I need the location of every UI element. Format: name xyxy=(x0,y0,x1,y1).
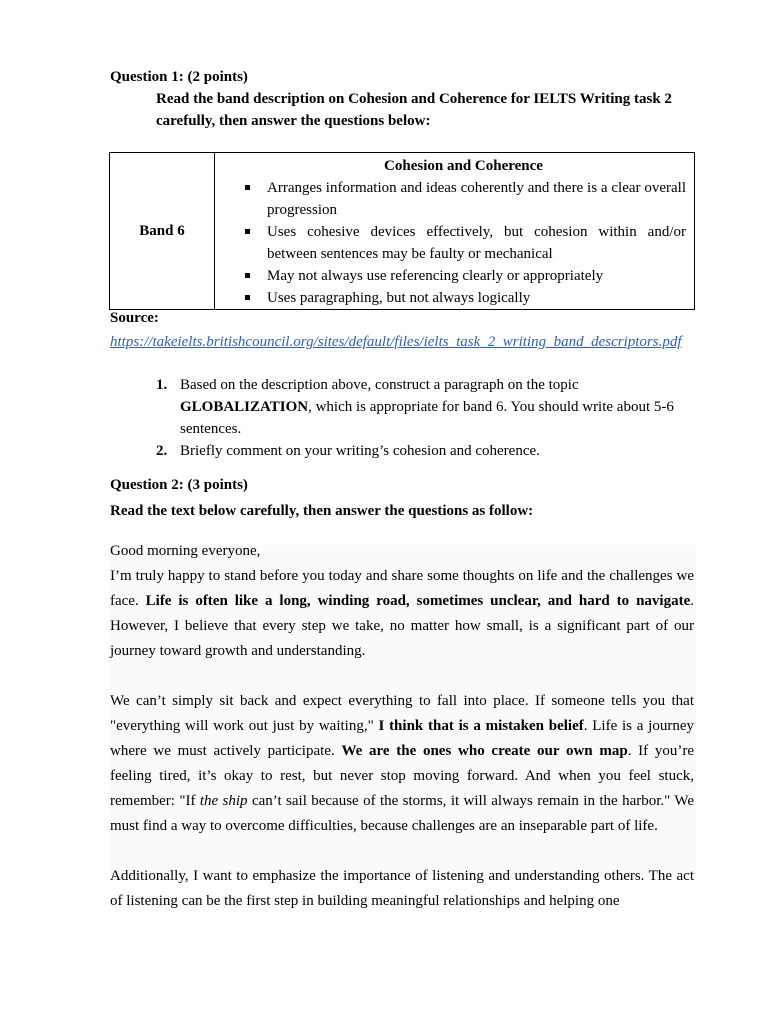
task-text: Briefly comment on your writing’s cohesion and coherence. xyxy=(180,443,540,459)
band-label: Band 6 xyxy=(139,222,185,239)
descriptor-text: Uses paragraphing, but not always logically xyxy=(267,290,531,306)
speech-paragraph-1 xyxy=(110,564,694,664)
square-bullet-icon xyxy=(245,295,250,300)
descriptor-item xyxy=(241,287,686,309)
speech-p2-text-end: can’t sail because of the storms, it will always remain in the harbor." We must find a way to overcome difficulties, because challenges are an inseparable part of life. xyxy=(110,793,694,834)
band-descriptor-table xyxy=(109,152,695,310)
descriptor-cell xyxy=(215,153,695,310)
descriptor-item xyxy=(241,177,686,221)
task-item xyxy=(156,374,696,440)
question-2-title: Question 2: (3 points) xyxy=(110,477,248,493)
task-number: 2. xyxy=(156,443,168,459)
question-1-instruction: Read the band description on Cohesion and Coherence for IELTS Writing task 2 carefully, then answer the questions below: xyxy=(156,91,672,129)
square-bullet-icon xyxy=(245,273,250,278)
speech-paragraph-3: Additionally, I want to emphasize the importance of listening and understanding others. The act of listening can be the first step in building meaningful relationships and helping one xyxy=(110,868,694,909)
task-text: Based on the description above, construct a paragraph on the topic xyxy=(180,377,579,393)
question-1-title: Question 1: (2 points) xyxy=(110,69,248,85)
speech-p2-text: We can’t simply sit back and expect everything to fall into place. If someone tells you that "everything will work out just by waiting," xyxy=(110,693,694,734)
question-2-instruction: Read the text below carefully, then answer the questions as follow: xyxy=(110,503,534,519)
speech-p2-text-2: . Life is a journey where we must actively participate. xyxy=(110,718,694,759)
speech-p2-highlight-1: I think that is a mistaken belief xyxy=(378,718,584,734)
task-item xyxy=(156,440,696,462)
band-label-cell xyxy=(110,153,215,310)
task-number: 1. xyxy=(156,377,168,393)
speech-greeting: Good morning everyone, xyxy=(110,543,261,559)
descriptor-item xyxy=(241,265,686,287)
descriptor-item xyxy=(241,221,686,265)
task-list xyxy=(156,374,696,462)
task-text-end: , which is appropriate for band 6. You should write about 5-6 sentences. xyxy=(180,399,674,437)
square-bullet-icon xyxy=(245,185,250,190)
source-label: Source: xyxy=(110,310,159,326)
speech-p2-highlight-2: We are the ones who create our own map xyxy=(341,743,628,759)
speech-p1-highlight: Life is often like a long, winding road, sometimes unclear, and hard to navigate xyxy=(145,593,691,609)
speech-paragraph-2 xyxy=(110,689,694,839)
descriptor-text: Uses cohesive devices effectively, but cohesion within and/or between sentences may be faulty or mechanical xyxy=(267,224,686,262)
speech-p2-italic: the ship xyxy=(199,793,248,809)
descriptor-list xyxy=(241,177,686,309)
descriptor-column-header: Cohesion and Coherence xyxy=(384,158,543,174)
speech-p1-text: I’m truly happy to stand before you today and share some thoughts on life and the challenges we face. xyxy=(110,568,694,609)
speech-text xyxy=(110,539,694,914)
task-topic: GLOBALIZATION xyxy=(180,399,309,415)
source-link[interactable]: https://takeielts.britishcouncil.org/sites/default/files/ielts_task_2_writing_band_descriptors.pdf xyxy=(110,334,682,350)
descriptor-text: Arranges information and ideas coherently and there is a clear overall progression xyxy=(267,180,686,218)
descriptor-text: May not always use referencing clearly or appropriately xyxy=(267,268,604,284)
square-bullet-icon xyxy=(245,229,250,234)
speech-p1-text-end: . However, I believe that every step we take, no matter how small, is a significant part of our journey toward growth and understanding. xyxy=(110,593,694,659)
speech-p2-text-3: . If you’re feeling tired, it’s okay to rest, but never stop moving forward. And when you feel stuck, remember: "If xyxy=(110,743,695,809)
